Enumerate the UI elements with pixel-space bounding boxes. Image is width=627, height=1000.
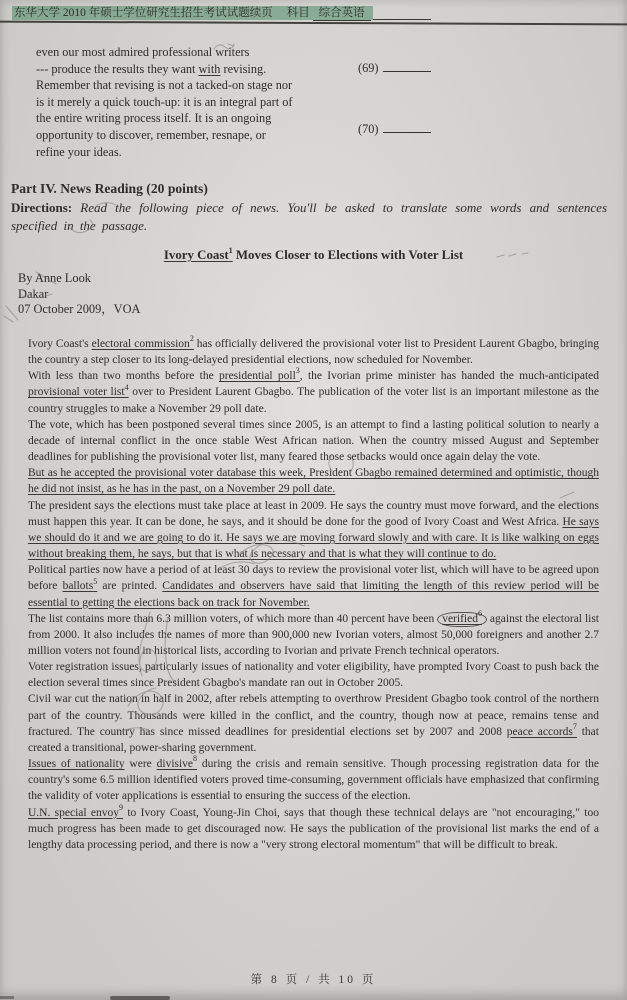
text-segment: Ivory Coast$^1$ (163, 245, 233, 262)
cloze-line (36, 94, 366, 111)
text-segment: But as he accepted the provisional voter database this week, President Gbagbo remained determined and optimistic, though he did not insist, as he has in the past, on a November 29 poll date. (28, 467, 599, 496)
footnote-ref: 8 (193, 754, 198, 764)
text-segment: He says we should do it and we are going to do it. He says we are moving forward slowly and with care. It is like walking on eggs without breaking them, he says, but that is what is necessary and that is what they will continue to do. (28, 515, 599, 561)
text-segment: that created a transitional, power-sharing government. (28, 725, 599, 754)
part4-heading: Part IV. News Reading (20 points) (11, 181, 208, 196)
text-segment: Issues of nationality (28, 758, 125, 771)
subject-underline-tail (373, 7, 431, 20)
text-segment: peace accords$^7$ (506, 721, 577, 738)
cloze-line (36, 77, 366, 94)
article-paragraph (28, 691, 599, 756)
text-segment: With less than two months before the (28, 370, 219, 383)
text-segment: The list contains more than 6.3 million voters, of which more than 40 percent have been (28, 612, 438, 625)
article-paragraph (28, 756, 599, 804)
subject-value: 综合英语 (313, 7, 371, 21)
text-segment: has officially delivered the provisional voter list to President Laurent Gbagbo, bringing the country a step closer to its long-delayed presidential elections, now scheduled for November. (28, 338, 600, 367)
scan-smudge (110, 996, 170, 1000)
text-segment: presidential poll$^3$ (218, 366, 300, 383)
footnote-ref: 1 (228, 245, 233, 255)
footnote-ref: 3 (295, 366, 300, 376)
text-segment: with (198, 61, 221, 76)
article-paragraph (28, 417, 599, 465)
cloze-line (36, 44, 366, 61)
footnote-ref: 9 (119, 802, 124, 812)
text-segment: Moves Closer to Elections with Voter List (232, 248, 464, 262)
article-paragraph (28, 562, 599, 610)
page-header (12, 4, 431, 20)
cloze-line (36, 144, 366, 161)
text-segment: Voter registration issues, particularly issues of nationality and voter eligibility, have prompted Ivory Coast to push back the election several times since President Gbagbo's mandate ran out in October 2005. (28, 661, 599, 690)
footnote-ref: 5 (93, 576, 98, 586)
article-paragraph (28, 465, 599, 497)
blank-69-label: (69) (358, 61, 379, 75)
blank-70-label: (70) (358, 122, 379, 136)
text-segment: to Ivory Coast, Young-Jin Choi, says that though these technical delays are "not encouraging," too much progress has been made to get discouraged now. He says the publication of the provisional list marks the end of a lengthy data processing period, and there is now a "very strong electoral momentum" that will be difficult to break. (28, 806, 599, 851)
text-segment: revising. (220, 61, 267, 76)
text-segment: Civil war cut the nation in half in 2002, after rebels attempting to overthrow President Gbagbo took control of the northern part of the country. Thousands were killed in the conflict, and the country, though now at peace, remains tense and fractured. The country has since missed deadlines for presidential elections set by 2007 and 2008 (28, 693, 599, 738)
footnote-ref: 4 (124, 382, 129, 392)
article-paragraph (28, 802, 599, 853)
blank-69-line (383, 61, 431, 72)
text-segment: U.N. special envoy$^9$ (28, 802, 124, 819)
part4-section (11, 181, 607, 234)
text-segment: during the crisis and remain sensitive. Though processing registration data for the country's some 6.5 million identified voters proved time-consuming, government officials have emphasized that confirming the validity of voter applications is essential to ensuring the success of the election. (28, 758, 599, 803)
cloze-line (36, 110, 366, 127)
blank-70-line (383, 122, 431, 133)
text-segment: Remember that revising is not a tacked-on stage nor (36, 78, 293, 93)
text-segment: even our most admired professional writers (36, 45, 250, 59)
text-segment: opportunity to discover, remember, resnape, or (36, 127, 266, 142)
article-paragraph (28, 659, 599, 691)
text-segment: Ivory Coast's (28, 338, 92, 350)
text-segment: provisional voter list$^4$ (28, 382, 129, 399)
text-segment: against the electoral list from 2000. It also includes the names of more than 900,000 new Ivorian voters, almost 50,000 foreigners and another 2.7 million voters not found in historical lists, according to Ivorian and private French technical operators. (28, 612, 599, 657)
article-title (0, 245, 627, 263)
blank-69 (358, 60, 431, 77)
cloze-line (36, 61, 366, 78)
blank-70 (358, 121, 431, 138)
text-segment: are printed. (97, 580, 163, 593)
byline-location: Dakar (18, 286, 49, 301)
page-number: 第 8 页 / 共 10 页 (250, 974, 377, 986)
article-paragraph (28, 368, 599, 416)
directions (11, 199, 607, 234)
text-segment: The vote, which has been postponed several times since 2005, is an attempt to find a lasting political solution to nearly a decade of internal conflict in the once stable West African nation. When the country missed August and September deadlines for publishing the provisional voter list, many feared those setbacks would once again delay the vote. (28, 418, 599, 464)
article-paragraph (28, 498, 599, 563)
header-rule (0, 21, 627, 26)
directions-text: Read the following piece of news. You'll be asked to translate some words and sentences specified in the passage. (11, 200, 608, 233)
article-paragraph (28, 608, 599, 659)
text-segment: divisive$^8$ (156, 754, 198, 771)
text-segment: Political parties now have a period of at least 30 days to review the provisional voter list, which will have to be agreed upon before (28, 564, 599, 593)
byline-date: 07 October 2009，VOA (18, 302, 141, 317)
article-body (28, 336, 599, 853)
cloze-block (36, 44, 611, 160)
footnote-ref: 6 (477, 608, 482, 618)
header-highlight (12, 6, 373, 20)
text-segment: verified$^6$ (437, 612, 487, 627)
scan-smudge-left (0, 996, 14, 999)
text-segment: is it merely a quick touch-up: it is an integral part of (36, 94, 293, 109)
footnote-ref: 2 (189, 334, 194, 344)
article-byline (18, 271, 141, 318)
text-segment: --- produce the results they want (36, 61, 199, 76)
exam-title: 东华大学 2010 年硕士学位研究生招生考试试题续页 (14, 7, 273, 19)
footnote-ref: 7 (572, 721, 577, 731)
subject-label: 科目 (286, 7, 310, 19)
text-segment: electoral commission$^2$ (91, 334, 194, 350)
cloze-line (36, 127, 366, 144)
text-segment: the entire writing process itself. It is an ongoing (36, 111, 272, 126)
directions-label: Directions: (11, 200, 73, 215)
cloze-text (36, 44, 366, 160)
text-segment: refine your ideas. (36, 144, 122, 159)
text-segment: Candidates and observers have said that limiting the length of this review period will be essential to getting the elections back on track for November. (28, 580, 599, 609)
text-segment: , the Ivorian prime minister has handed the much-anticipated (299, 370, 599, 383)
text-segment: over to President Laurent Gbagbo. The publication of the voter list is an important milestone as the country struggles to make a November 29 poll date. (28, 386, 600, 415)
article-paragraph (28, 336, 599, 368)
text-segment: were (124, 758, 157, 771)
byline-author: By Anne Look (18, 271, 91, 285)
text-segment: The president says the elections must take place at least in 2009. He says the country must move forward, and the elections must happen this year. It can be done, he says, and it should be done for the good of Ivory Coast and West Africa. (28, 499, 599, 528)
text-segment: ballots$^5$ (62, 576, 98, 593)
